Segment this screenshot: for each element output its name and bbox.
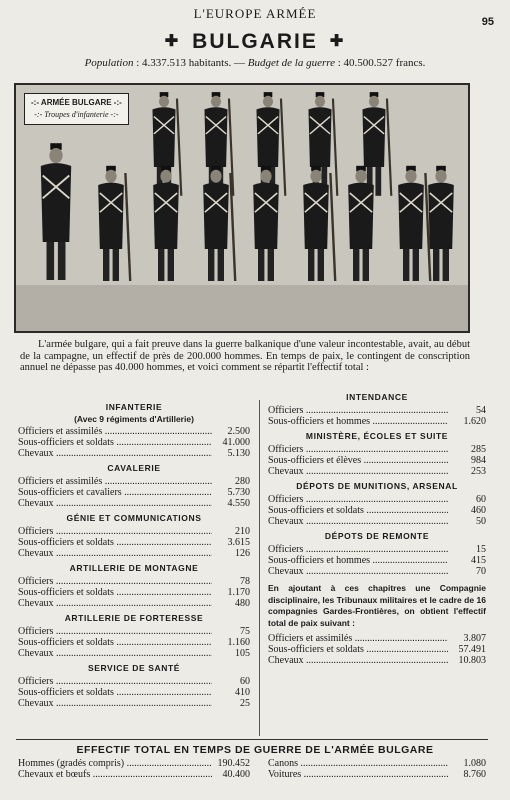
table-row (268, 405, 486, 416)
row-value: 15 (476, 544, 486, 555)
table-row (268, 758, 486, 769)
soldier-leg (258, 249, 264, 281)
soldier-body (308, 107, 331, 167)
row-label: Chevaux ..... (268, 655, 448, 666)
soldier-leg (103, 249, 109, 281)
row-value: 57.491 (458, 644, 486, 655)
peace-paragraph: En ajoutant à ces chapitres une Compagnie disciplinaire, les Tribunaux militaires et le cadre de 16 compagnies Gardes-Frontières, on obtient l'effectif total de paix suivant : (268, 583, 486, 628)
row-value: 280 (235, 476, 250, 487)
soldier-leg (403, 249, 409, 281)
column-divider (259, 400, 260, 736)
row-value: 253 (471, 466, 486, 477)
table-row (268, 655, 486, 666)
row-label: Officiers ..... (18, 626, 212, 637)
section (18, 513, 250, 559)
soldier-head (263, 96, 273, 108)
row-label: Sous-officiers et soldats ..... (18, 437, 212, 448)
soldier-head (210, 170, 221, 183)
section (268, 481, 486, 527)
soldier-head (315, 96, 325, 108)
table-row (18, 537, 250, 548)
row-label: Sous-officiers et élèves ..... (268, 455, 448, 466)
row-label: Sous-officiers et soldats ..... (268, 505, 448, 516)
row-value: 10.803 (458, 655, 486, 666)
table-row (18, 687, 250, 698)
section (268, 431, 486, 477)
row-value: 5.730 (227, 487, 250, 498)
rule-top (16, 739, 488, 740)
soldier-head (260, 170, 271, 183)
soldier-body (41, 163, 71, 242)
soldier-body (303, 183, 329, 249)
country-title (0, 30, 510, 54)
peace-totals (268, 633, 486, 666)
section-title: SERVICE DE SANTÉ (87, 663, 181, 673)
row-label: Officiers et assimilés ..... (268, 633, 448, 644)
row-label: Sous-officiers et soldats ..... (18, 637, 212, 648)
row-value: 984 (471, 455, 486, 466)
table-row (18, 758, 250, 769)
table-row (18, 498, 250, 509)
section (18, 402, 250, 459)
table-row (18, 626, 250, 637)
section-title: INFANTERIE (105, 402, 163, 412)
soldier-head (435, 170, 446, 183)
population-label: Population (84, 57, 134, 69)
intro-paragraph: L'armée bulgare, qui a fait preuve dans la guerre balkanique d'une valeur incontestable, avait, au début de la campagne, un effectif de près de 200.000 hommes. En temps de paix, le contingent de conscription annuel ne dépasse pas 40.000 hommes, et voici comment se répartit l'effectif total : (20, 339, 470, 373)
row-label: Sous-officiers et soldats ..... (18, 587, 212, 598)
soldier-head (159, 96, 169, 108)
table-row (18, 437, 250, 448)
table-row (268, 494, 486, 505)
table-row (268, 644, 486, 655)
table-row (268, 555, 486, 566)
soldier-leg (363, 249, 369, 281)
row-value: 1.160 (227, 637, 250, 648)
section-title: ARTILLERIE DE MONTAGNE (69, 563, 199, 573)
population-budget-line (0, 57, 510, 69)
table-row (268, 505, 486, 516)
row-value: 410 (235, 687, 250, 698)
row-value: 60 (476, 494, 486, 505)
section-title: ARTILLERIE DE FORTERESSE (64, 613, 204, 623)
table-row (268, 444, 486, 455)
photo-ground (16, 285, 468, 331)
row-label: Sous-officiers et cavaliers ..... (18, 487, 212, 498)
table-row (268, 769, 486, 780)
right-sections (268, 392, 486, 577)
table-row (18, 698, 250, 709)
soldier-leg (168, 249, 174, 281)
section-title: GÉNIE ET COMMUNICATIONS (66, 513, 202, 523)
budget-value: : 40.500.527 francs. (335, 57, 426, 69)
soldier-body (398, 183, 424, 249)
running-title: L'EUROPE ARMÉE (193, 6, 317, 21)
row-label: Chevaux et bœufs ..... (18, 769, 212, 780)
war-totals-title: EFFECTIF TOTAL EN TEMPS DE GUERRE DE L'ARMÉE BULGARE (76, 744, 434, 756)
soldier-head (160, 170, 171, 183)
soldier-leg (308, 249, 314, 281)
soldier-leg (47, 242, 55, 280)
table-row (18, 548, 250, 559)
soldier-leg (113, 249, 119, 281)
row-label: Chevaux ..... (18, 548, 212, 559)
photo-caption (24, 93, 129, 125)
row-value: 4.550 (227, 498, 250, 509)
section (18, 563, 250, 609)
section-title: INTENDANCE (346, 392, 408, 402)
soldier-head (310, 170, 321, 183)
photo-caption-line1: -:- ARMÉE BULGARE -:- (31, 98, 122, 107)
section-title: DÉPOTS DE REMONTE (324, 531, 430, 541)
row-value: 2.500 (227, 426, 250, 437)
soldier-body (203, 183, 229, 249)
table-row (18, 676, 250, 687)
right-column (268, 392, 486, 666)
row-value: 3.615 (227, 537, 250, 548)
soldier-head (405, 170, 416, 183)
soldier-leg (375, 167, 381, 196)
row-value: 210 (235, 526, 250, 537)
troops-photo (14, 83, 470, 333)
row-label: Chevaux ..... (18, 448, 212, 459)
row-value: 105 (235, 648, 250, 659)
row-value: 78 (240, 576, 250, 587)
table-row (18, 448, 250, 459)
row-value: 1.620 (463, 416, 486, 427)
table-row (18, 576, 250, 587)
soldier-leg (58, 242, 66, 280)
row-value: 126 (235, 548, 250, 559)
section-subtitle: (Avec 9 régiments d'Artillerie) (74, 414, 194, 424)
row-value: 460 (471, 505, 486, 516)
page-number: 95 (481, 16, 494, 28)
row-label: Officiers ..... (268, 544, 448, 555)
row-label: Officiers ..... (18, 676, 212, 687)
row-label: Hommes (gradés compris) ..... (18, 758, 212, 769)
soldier-leg (353, 249, 359, 281)
row-value: 3.807 (463, 633, 486, 644)
row-value: 60 (240, 676, 250, 687)
row-value: 70 (476, 566, 486, 577)
table-row (268, 455, 486, 466)
table-row (18, 487, 250, 498)
row-value: 41.000 (222, 437, 250, 448)
row-label: Officiers ..... (18, 576, 212, 587)
row-value: 415 (471, 555, 486, 566)
cross-icon: ✚ (164, 33, 181, 50)
soldier-leg (268, 249, 274, 281)
table-row (268, 566, 486, 577)
soldier-leg (413, 249, 419, 281)
row-value: 50 (476, 516, 486, 527)
row-label: Sous-officiers et soldats ..... (268, 644, 448, 655)
row-label: Chevaux ..... (18, 498, 212, 509)
table-row (268, 416, 486, 427)
table-row (18, 648, 250, 659)
row-value: 5.130 (227, 448, 250, 459)
cross-icon: ✚ (329, 33, 346, 50)
row-label: Officiers ..... (268, 444, 448, 455)
row-label: Sous-officiers et hommes ..... (268, 416, 448, 427)
row-label: Chevaux ..... (18, 598, 212, 609)
section-title: MINISTÈRE, ÉCOLES ET SUITE (305, 431, 449, 441)
table-row (18, 598, 250, 609)
war-totals-left (18, 758, 250, 780)
table-row (268, 466, 486, 477)
soldier-head (211, 96, 221, 108)
row-value: 75 (240, 626, 250, 637)
table-row (18, 476, 250, 487)
soldier-body (428, 183, 454, 249)
war-totals-right (268, 758, 486, 780)
row-label: Officiers et assimilés ..... (18, 426, 212, 437)
soldier-body (253, 183, 279, 249)
row-label: Officiers et assimilés ..... (18, 476, 212, 487)
section-title: CAVALERIE (107, 463, 161, 473)
row-label: Officiers ..... (18, 526, 212, 537)
section (268, 531, 486, 577)
section-title: DÉPOTS DE MUNITIONS, ARSENAL (296, 481, 458, 491)
soldier-leg (158, 249, 164, 281)
soldier-leg (433, 249, 439, 281)
table-row (268, 633, 486, 644)
soldier-body (98, 183, 124, 249)
soldier-head (105, 170, 116, 183)
row-label: Chevaux ..... (18, 648, 212, 659)
row-label: Chevaux ..... (268, 466, 448, 477)
row-label: Officiers ..... (268, 405, 448, 416)
soldier-body (362, 107, 385, 167)
row-value: 1.170 (227, 587, 250, 598)
table-row (18, 526, 250, 537)
table-row (18, 426, 250, 437)
table-row (18, 637, 250, 648)
left-column (18, 402, 250, 713)
section (18, 463, 250, 509)
soldier-leg (218, 249, 224, 281)
row-label: Sous-officiers et soldats ..... (18, 687, 212, 698)
row-value: 8.760 (463, 769, 486, 780)
row-value: 1.080 (463, 758, 486, 769)
soldier-leg (318, 249, 324, 281)
row-value: 285 (471, 444, 486, 455)
soldier-body (256, 107, 279, 167)
row-label: Chevaux ..... (268, 566, 448, 577)
table-row (268, 544, 486, 555)
section (18, 613, 250, 659)
row-value: 54 (476, 405, 486, 416)
soldier-body (153, 183, 179, 249)
row-value: 40.400 (222, 769, 250, 780)
table-row (18, 587, 250, 598)
row-label: Sous-officiers et soldats ..... (18, 537, 212, 548)
soldier-body (152, 107, 175, 167)
country-name: BULGARIE (192, 30, 318, 53)
row-value: 190.452 (217, 758, 250, 769)
soldier-head (49, 148, 62, 163)
soldier-head (355, 170, 366, 183)
budget-label: Budget de la guerre (247, 57, 335, 69)
row-label: Officiers ..... (268, 494, 448, 505)
table-row (18, 769, 250, 780)
section (268, 392, 486, 427)
soldier-leg (208, 249, 214, 281)
soldier-body (204, 107, 227, 167)
row-label: Sous-officiers et hommes ..... (268, 555, 448, 566)
photo-caption-line2: -:- Troupes d'infanterie -:- (34, 110, 119, 119)
row-label: Canons ..... (268, 758, 448, 769)
table-row (268, 516, 486, 527)
soldier-body (348, 183, 374, 249)
population-value: : 4.337.513 habitants. — (133, 57, 248, 69)
row-value: 480 (235, 598, 250, 609)
row-label: Voitures ..... (268, 769, 448, 780)
soldier-head (369, 96, 379, 108)
soldier-leg (443, 249, 449, 281)
row-label: Chevaux ..... (18, 698, 212, 709)
row-value: 25 (240, 698, 250, 709)
section (18, 663, 250, 709)
row-label: Chevaux ..... (268, 516, 448, 527)
